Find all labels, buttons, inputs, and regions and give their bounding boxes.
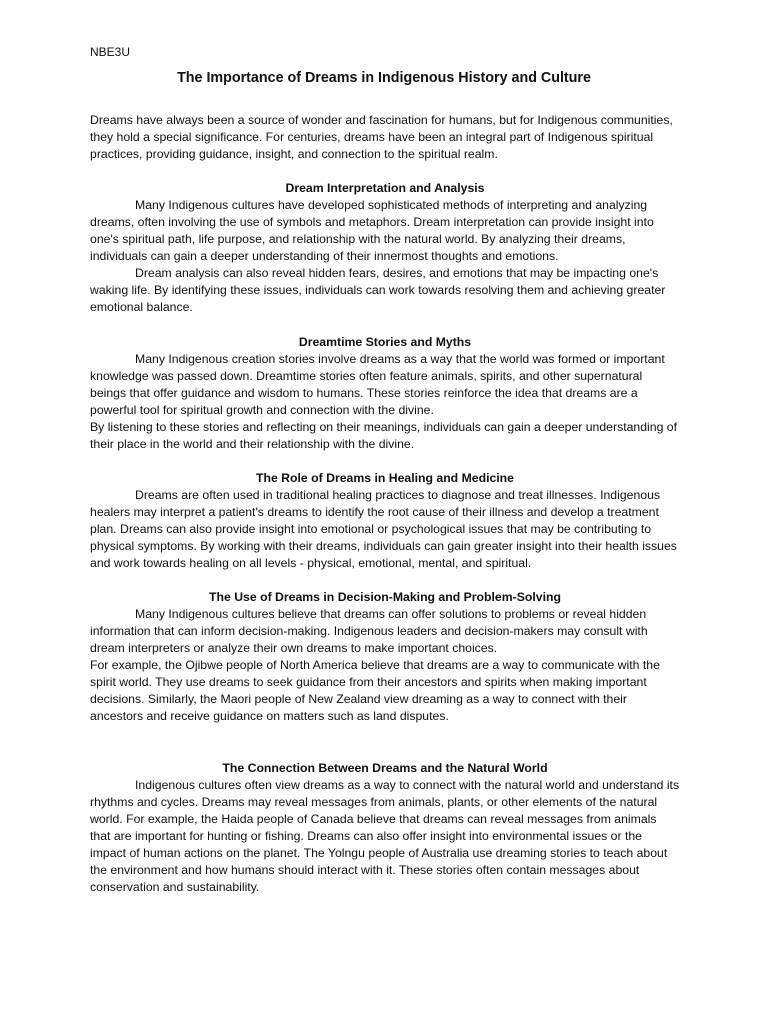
paragraph: Many Indigenous creation stories involve dreams as a way that the world was formed or important knowledge was passed down. Dreamtime stories often feature animals, spirits, and other supernatural beings that offer guidance and wisdom to humans. These stories reinforce the idea that dreams are a powerful tool for spiritual growth and connection with the divine. bbox=[90, 352, 665, 417]
paragraph: Dreams are often used in traditional healing practices to diagnose and treat illnesses. Indigenous healers may interpret a patient's dreams to identify the root cause of their illness and develop a treatment plan. Dreams can also provide insight into emotional or psychological issues that may be contributing to physical symptoms. By working with their dreams, individuals can gain greater insight into their health issues and work towards healing on all levels - physical, emotional, mental, and spiritual. bbox=[90, 488, 677, 570]
section-body-natural-world bbox=[90, 777, 680, 896]
course-code: NBE3U bbox=[90, 45, 131, 59]
intro-text: Dreams have always been a source of wonder and fascination for humans, but for Indigenous communities, they hold a special significance. For centuries, dreams have been an integral part of Indigenous spiritual practices, providing guidance, insight, and connection to the spiritual realm. bbox=[90, 113, 673, 161]
paragraph: By listening to these stories and reflecting on their meanings, individuals can gain a deeper understanding of their place in the world and their relationship with the divine. bbox=[90, 420, 678, 451]
paragraph: Indigenous cultures often view dreams as a way to connect with the natural world and understand its rhythms and cycles. Dreams may reveal messages from animals, plants, or other elements of the natural world. For example, the Haida people of Canada believe that dreams can reveal messages from animals that are important for hunting or fishing. Dreams can also offer insight into environmental issues or the impact of human actions on the planet. The Yolngu people of Australia use dreaming stories to teach about the environment and how humans should interact with it. These stories often contain messages about conservation and sustainability. bbox=[90, 778, 680, 894]
intro-paragraph bbox=[90, 112, 680, 163]
section-heading-decision-making: The Use of Dreams in Decision-Making and Problem-Solving bbox=[209, 590, 561, 604]
paragraph: Many Indigenous cultures believe that dreams can offer solutions to problems or reveal hidden information that can inform decision-making. Indigenous leaders and decision-makers may consult with dream interpreters or analyze their own dreams to make important choices. bbox=[90, 607, 648, 655]
section-body-decision-making bbox=[90, 606, 680, 725]
paragraph: For example, the Ojibwe people of North America believe that dreams are a way to communicate with the spirit world. They use dreams to seek guidance from their ancestors and spirits when making important decisions. Similarly, the Maori people of New Zealand view dreaming as a way to connect with their ancestors and receive guidance on matters such as land disputes. bbox=[90, 658, 660, 723]
section-heading-dream-interpretation: Dream Interpretation and Analysis bbox=[285, 181, 485, 195]
page-title: The Importance of Dreams in Indigenous History and Culture bbox=[177, 70, 591, 86]
section-body-healing-medicine bbox=[90, 487, 680, 572]
paragraph: Dream analysis can also reveal hidden fears, desires, and emotions that may be impacting one's waking life. By identifying these issues, individuals can work towards resolving them and achieving greater emotional balance. bbox=[90, 266, 666, 314]
section-heading-healing-medicine: The Role of Dreams in Healing and Medicine bbox=[256, 471, 514, 485]
paragraph: Many Indigenous cultures have developed sophisticated methods of interpreting and analyzing dreams, often involving the use of symbols and metaphors. Dream interpretation can provide insight into one's spiritual path, life purpose, and relationship with the natural world. By analyzing their dreams, individuals can gain a deeper understanding of their innermost thoughts and emotions. bbox=[90, 198, 654, 263]
section-heading-natural-world: The Connection Between Dreams and the Natural World bbox=[222, 761, 548, 775]
section-body-dreamtime-stories bbox=[90, 351, 680, 453]
section-body-dream-interpretation bbox=[90, 197, 680, 316]
section-heading-dreamtime-stories: Dreamtime Stories and Myths bbox=[298, 335, 472, 349]
